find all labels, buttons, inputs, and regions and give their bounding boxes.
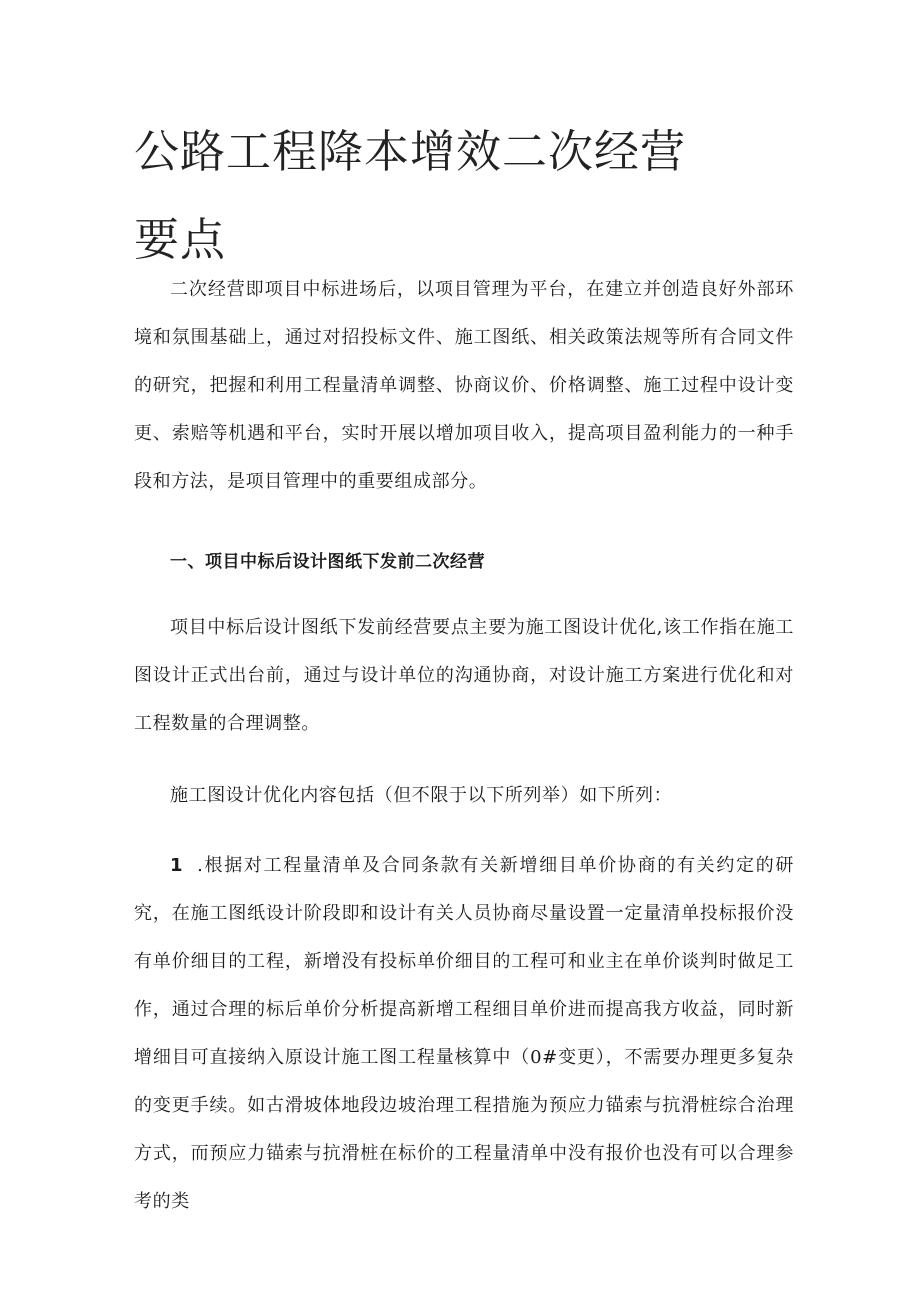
intro-paragraph: 二次经营即项目中标进场后，以项目管理为平台，在建立并创造良好外部环境和氛围基础上，通过对招投标文件、施工图纸、相关政策法规等所有合同文件的研究，把握和利用工程量清单调整、协商议价、价格调整、施工过程中设计变更、索赔等机遇和平台，实时开展以增加项目收入，提高项目盈利能力的一种手段和方法，是项目管理中的重要组成部分。 (134, 279, 794, 492)
section-paragraph-optimization: 项目中标后设计图纸下发前经营要点主要为施工图设计优化,该工作指在施工图设计正式出台前，通过与设计单位的沟通协商，对设计施工方案进行优化和对工程数量的合理调整。 (134, 617, 794, 734)
list-item-text: .根据对工程量清单及合同条款有关新增细目单价协商的有关约定的研究，在施工图纸设计阶段即和设计有关人员协商尽量设置一定量清单投标报价没有单价细目的工程，新增没有投标单价细目的工程可和业主在单价谈判时做足工作，通过合理的标后单价分析提高新增工程细目单价进而提高我方收益，同时新增细目可直接纳入原设计施工图工程量核算中（0#变更），不需要办理更多复杂的变更手续。如古滑坡体地段边坡治理工程措施为预应力锚索与抗滑桩综合治理方式，而预应力锚索与抗滑桩在标价的工程量清单中没有报价也没有可以合理参考的类 (134, 855, 794, 1212)
list-item-number: 1 (170, 855, 184, 876)
section-paragraph-contents: 施工图设计优化内容包括（但不限于以下所列举）如下所列： (170, 785, 673, 806)
section-heading: 一、项目中标后设计图纸下发前二次经营 (170, 552, 485, 572)
list-item (134, 842, 794, 1226)
document-title: 公路工程降本增效二次经营要点 (134, 125, 687, 266)
